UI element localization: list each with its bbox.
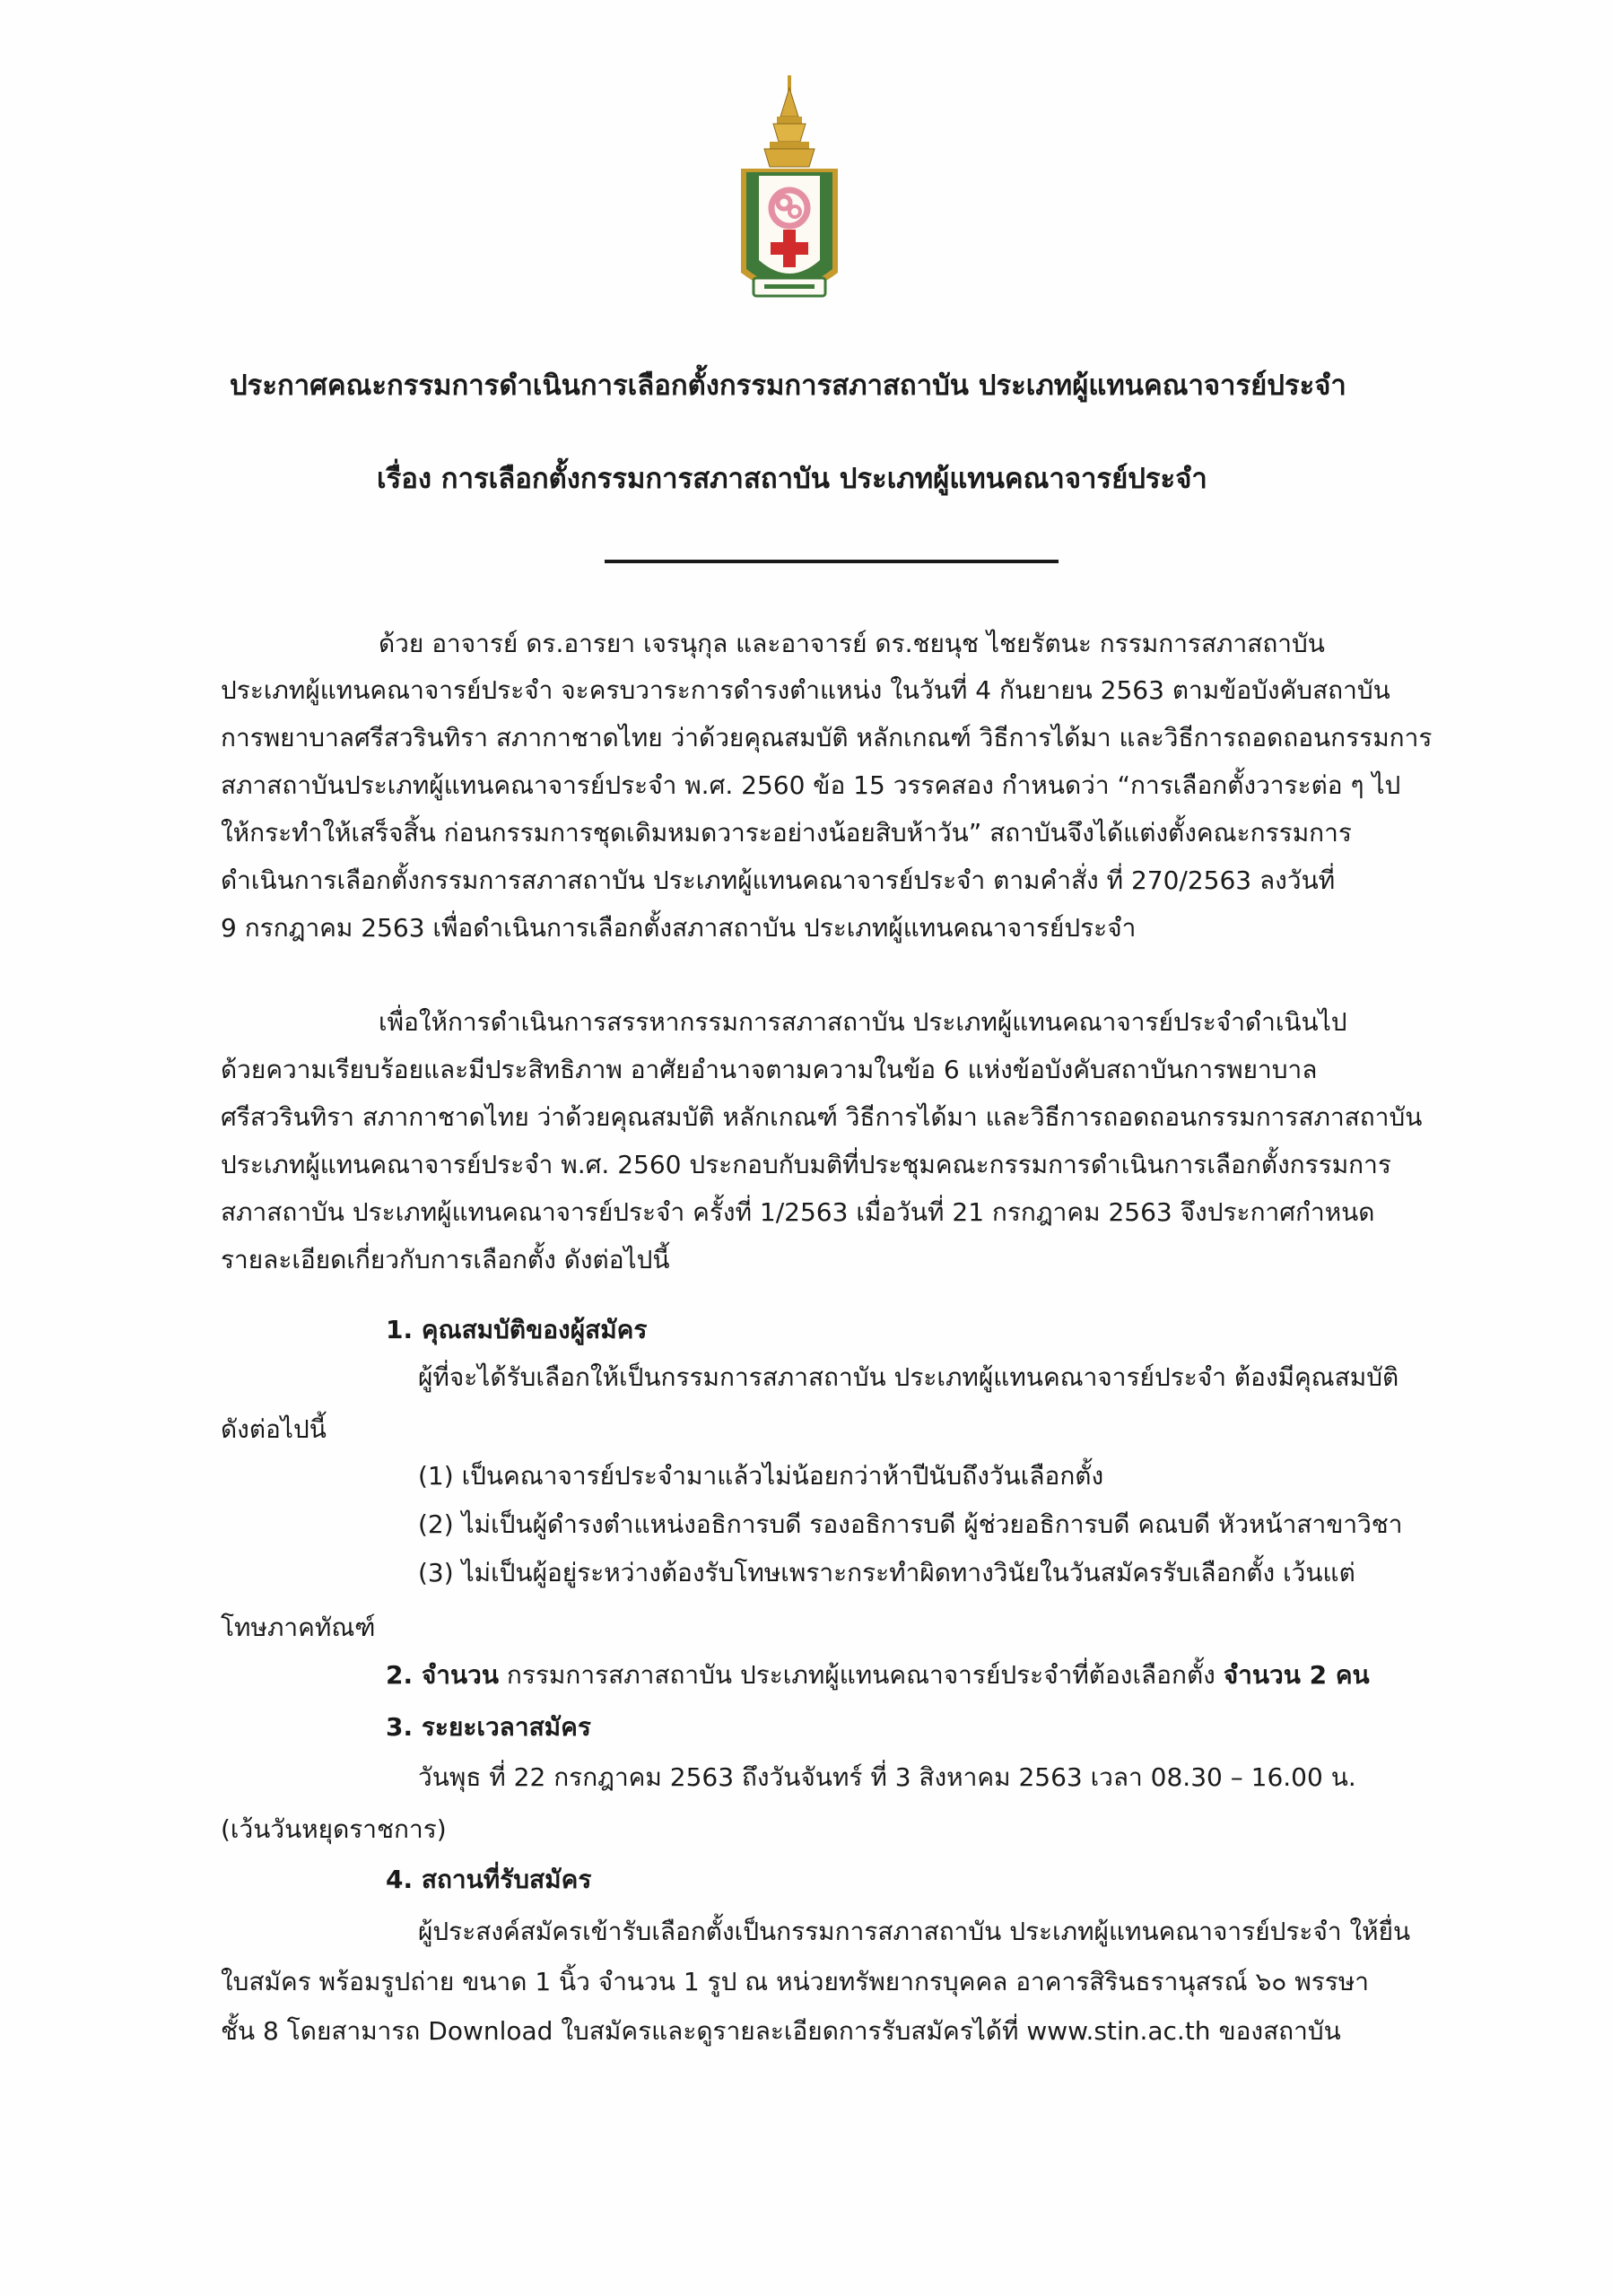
section3-heading: 3. ระยะเวลาสมัคร: [386, 1712, 591, 1742]
section1-item-1: (1) เป็นคณาจารย์ประจำมาแล้วไม่น้อยกว่าห้าปีนับถึงวันเลือกตั้ง: [418, 1461, 1104, 1491]
para2-line-5: สภาสถาบัน ประเภทผู้แทนคณาจารย์ประจำ ครั้งที่ 1/2563 เมื่อวันที่ 21 กรกฎาคม 2563 จึงประกาศกำหนด: [221, 1197, 1375, 1227]
section4-line-2: ใบสมัคร พร้อมรูปถ่าย ขนาด 1 นิ้ว จำนวน 1 รูป ณ หน่วยทรัพยากรบุคคล อาคารสิรินธรานุสรณ์ ๖๐ พรรษา: [221, 1967, 1370, 1996]
para1-line-1: ด้วย อาจารย์ ดร.อารยา เจรนุกุล และอาจารย์ ดร.ชยนุช ไชยรัตนะ กรรมการสภาสถาบัน: [379, 629, 1325, 658]
section2-count: จำนวน 2 คน: [1223, 1660, 1370, 1690]
title-line-2: เรื่อง การเลือกตั้งกรรมการสภาสถาบัน ประเภทผู้แทนคณาจารย์ประจำ: [377, 463, 1207, 495]
para1-line-4: สภาสถาบันประเภทผู้แทนคณาจารย์ประจำ พ.ศ. 2560 ข้อ 15 วรรคสอง กำหนดว่า “การเลือกตั้งวาระต่อ ๆ ไป: [221, 770, 1401, 800]
section4-heading: 4. สถานที่รับสมัคร: [386, 1865, 592, 1894]
section2-text: กรรมการสภาสถาบัน ประเภทผู้แทนคณาจารย์ประจำที่ต้องเลือกตั้ง: [499, 1660, 1224, 1690]
section2-line: [386, 1657, 1370, 1693]
section3-line-2: (เว้นวันหยุดราชการ): [221, 1814, 447, 1844]
para1-line-7: 9 กรกฎาคม 2563 เพื่อดำเนินการเลือกตั้งสภาสถาบัน ประเภทผู้แทนคณาจารย์ประจำ: [221, 913, 1137, 943]
section1-intro-line-2: ดังต่อไปนี้: [221, 1414, 327, 1444]
section3-line-1: วันพุธ ที่ 22 กรกฎาคม 2563 ถึงวันจันทร์ ที่ 3 สิงหาคม 2563 เวลา 08.30 – 16.00 น.: [418, 1762, 1356, 1792]
section1-intro-line-1: ผู้ที่จะได้รับเลือกให้เป็นกรรมการสภาสถาบัน ประเภทผู้แทนคณาจารย์ประจำ ต้องมีคุณสมบัติ: [418, 1362, 1399, 1392]
title-underline: [605, 560, 1059, 563]
para2-line-6: รายละเอียดเกี่ยวกับการเลือกตั้ง ดังต่อไปนี้: [221, 1245, 670, 1274]
section1-item-2: (2) ไม่เป็นผู้ดำรงตำแหน่งอธิการบดี รองอธิการบดี ผู้ช่วยอธิการบดี คณบดี หัวหน้าสาขาวิชา: [418, 1509, 1403, 1539]
para1-line-3: การพยาบาลศรีสวรินทิรา สภากาชาดไทย ว่าด้วยคุณสมบัติ หลักเกณฑ์ วิธีการได้มา และวิธีการถอดถอนกรรมการ: [221, 723, 1433, 752]
section1-item-3-cont: โทษภาคทัณฑ์: [221, 1613, 376, 1642]
institute-seal-icon: [734, 75, 845, 310]
section1-item-3: (3) ไม่เป็นผู้อยู่ระหว่างต้องรับโทษเพราะกระทำผิดทางวินัยในวันสมัครรับเลือกตั้ง เว้นแต่: [418, 1558, 1355, 1587]
para2-line-2: ด้วยความเรียบร้อยและมีประสิทธิภาพ อาศัยอำนาจตามความในข้อ 6 แห่งข้อบังคับสถาบันการพยาบาล: [221, 1055, 1318, 1084]
para1-line-2: ประเภทผู้แทนคณาจารย์ประจำ จะครบวาระการดำรงตำแหน่ง ในวันที่ 4 กันยายน 2563 ตามข้อบังคับสถาบัน: [221, 675, 1390, 705]
section2-heading: 2. จำนวน: [386, 1660, 499, 1690]
para2-line-4: ประเภทผู้แทนคณาจารย์ประจำ พ.ศ. 2560 ประกอบกับมติที่ประชุมคณะกรรมการดำเนินการเลือกตั้งกรรมการ: [221, 1150, 1391, 1179]
section1-heading: 1. คุณสมบัติของผู้สมัคร: [386, 1315, 648, 1344]
section4-line-1: ผู้ประสงค์สมัครเข้ารับเลือกตั้งเป็นกรรมการสภาสถาบัน ประเภทผู้แทนคณาจารย์ประจำ ให้ยื่น: [418, 1917, 1411, 1946]
title-line-1: ประกาศคณะกรรมการดำเนินการเลือกตั้งกรรมการสภาสถาบัน ประเภทผู้แทนคณาจารย์ประจำ: [230, 370, 1346, 402]
para2-line-1: เพื่อให้การดำเนินการสรรหากรรมการสภาสถาบัน ประเภทผู้แทนคณาจารย์ประจำดำเนินไป: [379, 1007, 1347, 1037]
para1-line-5: ให้กระทำให้เสร็จสิ้น ก่อนกรรมการชุดเดิมหมดวาระอย่างน้อยสิบห้าวัน” สถาบันจึงได้แต่งตั้งคณะกรรมการ: [221, 818, 1352, 848]
section4-line-3: ชั้น 8 โดยสามารถ Download ใบสมัครและดูรายละเอียดการรับสมัครได้ที่ www.stin.ac.th ของสถาบัน: [221, 2016, 1341, 2046]
para1-line-6: ดำเนินการเลือกตั้งกรรมการสภาสถาบัน ประเภทผู้แทนคณาจารย์ประจำ ตามคำสั่ง ที่ 270/2563 ลงวันที่: [221, 865, 1336, 895]
para2-line-3: ศรีสวรินทิรา สภากาชาดไทย ว่าด้วยคุณสมบัติ หลักเกณฑ์ วิธีการได้มา และวิธีการถอดถอนกรรมการสภาสถาบัน: [221, 1102, 1423, 1132]
